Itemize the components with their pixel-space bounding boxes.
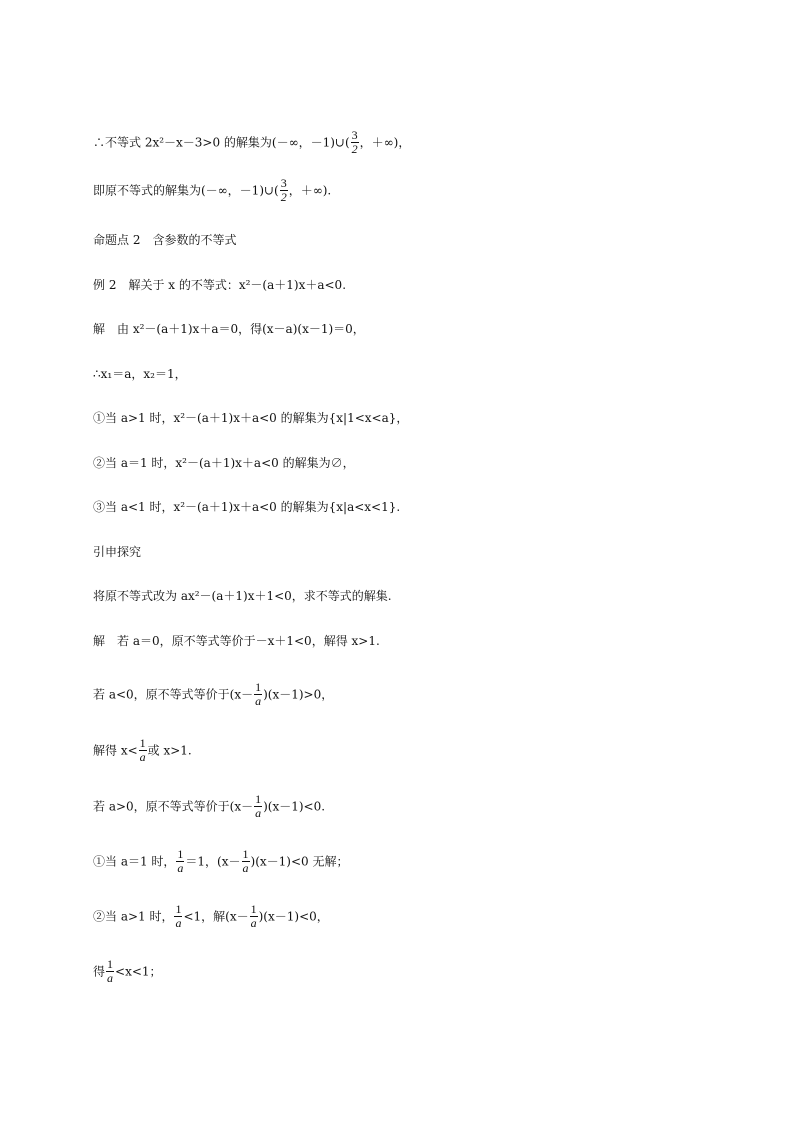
case-2-line: ②当 a＝1 时，x²－(a＋1)x＋a<0 的解集为∅，: [93, 456, 355, 470]
text-segment: 即原不等式的解集为(－∞，－1)∪(: [93, 183, 279, 198]
text-segment: 解得 x<: [93, 743, 138, 758]
case-3-line: ③当 a<1 时，x²－(a＋1)x＋a<0 的解集为{x|a<x<1}.: [93, 500, 401, 514]
case-a-positive-line: [93, 793, 325, 820]
case-1-line: ①当 a>1 时，x²－(a＋1)x＋a<0 的解集为{x|1<x<a}，: [93, 411, 409, 425]
fraction: $\frac{1}{a}$: [107, 957, 114, 985]
fraction: $\frac{1}{a}$: [255, 792, 262, 820]
fraction: $\frac{1}{a}$: [242, 847, 249, 875]
text-segment: ①当 a＝1 时，: [93, 854, 176, 869]
solution-line: 解 由 x²－(a＋1)x＋a＝0，得(x－a)(x－1)＝0，: [93, 322, 365, 336]
text-segment: )(x－1)<0 无解；: [250, 854, 349, 869]
case-a-negative-line: [93, 681, 333, 708]
text-segment: <x<1；: [115, 964, 162, 979]
text-segment: 若 a<0，原不等式等价于(x－: [93, 687, 254, 702]
text-segment: 若 a>0，原不等式等价于(x－: [93, 799, 254, 814]
text-segment: ②当 a>1 时，: [93, 909, 174, 924]
case-a-negative-result: [93, 737, 192, 764]
text-segment: 得: [93, 964, 106, 979]
fraction: $\frac{1}{a}$: [175, 902, 182, 930]
roots-line: ∴x₁＝a，x₂＝1，: [93, 367, 187, 381]
text-segment: ∴不等式 2x²－x－3>0 的解集为(－∞，－1)∪(: [93, 135, 350, 150]
solution-set-line-2: [93, 177, 331, 204]
fraction: $\frac{3}{2}$: [280, 176, 287, 204]
text-segment: 或 x>1.: [147, 743, 192, 758]
extension-heading: 引申探究: [93, 545, 142, 559]
solution-set-line-1: [93, 129, 410, 156]
subcase-result: [93, 958, 162, 985]
text-segment: )(x－1)<0，: [258, 909, 329, 924]
text-segment: ，＋∞).: [288, 183, 332, 198]
fraction: $\frac{1}{a}$: [250, 902, 257, 930]
fraction: $\frac{3}{2}$: [351, 128, 358, 156]
fraction: $\frac{1}{a}$: [139, 736, 146, 764]
text-segment: ＝1，(x－: [185, 854, 241, 869]
subcase-a-equals-1: [93, 848, 348, 875]
extension-statement: 将原不等式改为 ax²－(a＋1)x＋1<0，求不等式的解集.: [93, 589, 392, 603]
extension-solution-line: 解 若 a＝0，原不等式等价于－x＋1<0，解得 x>1.: [93, 634, 380, 648]
example-statement: 例 2 解关于 x 的不等式：x²－(a＋1)x＋a<0.: [93, 278, 347, 292]
subcase-a-greater-1: [93, 903, 329, 930]
text-segment: )(x－1)<0.: [263, 799, 326, 814]
section-heading: 命题点 2 含参数的不等式: [93, 233, 237, 247]
fraction: $\frac{1}{a}$: [177, 847, 184, 875]
text-segment: ，＋∞)，: [359, 135, 411, 150]
text-segment: )(x－1)>0，: [263, 687, 334, 702]
fraction: $\frac{1}{a}$: [255, 680, 262, 708]
text-segment: <1，解(x－: [183, 909, 249, 924]
